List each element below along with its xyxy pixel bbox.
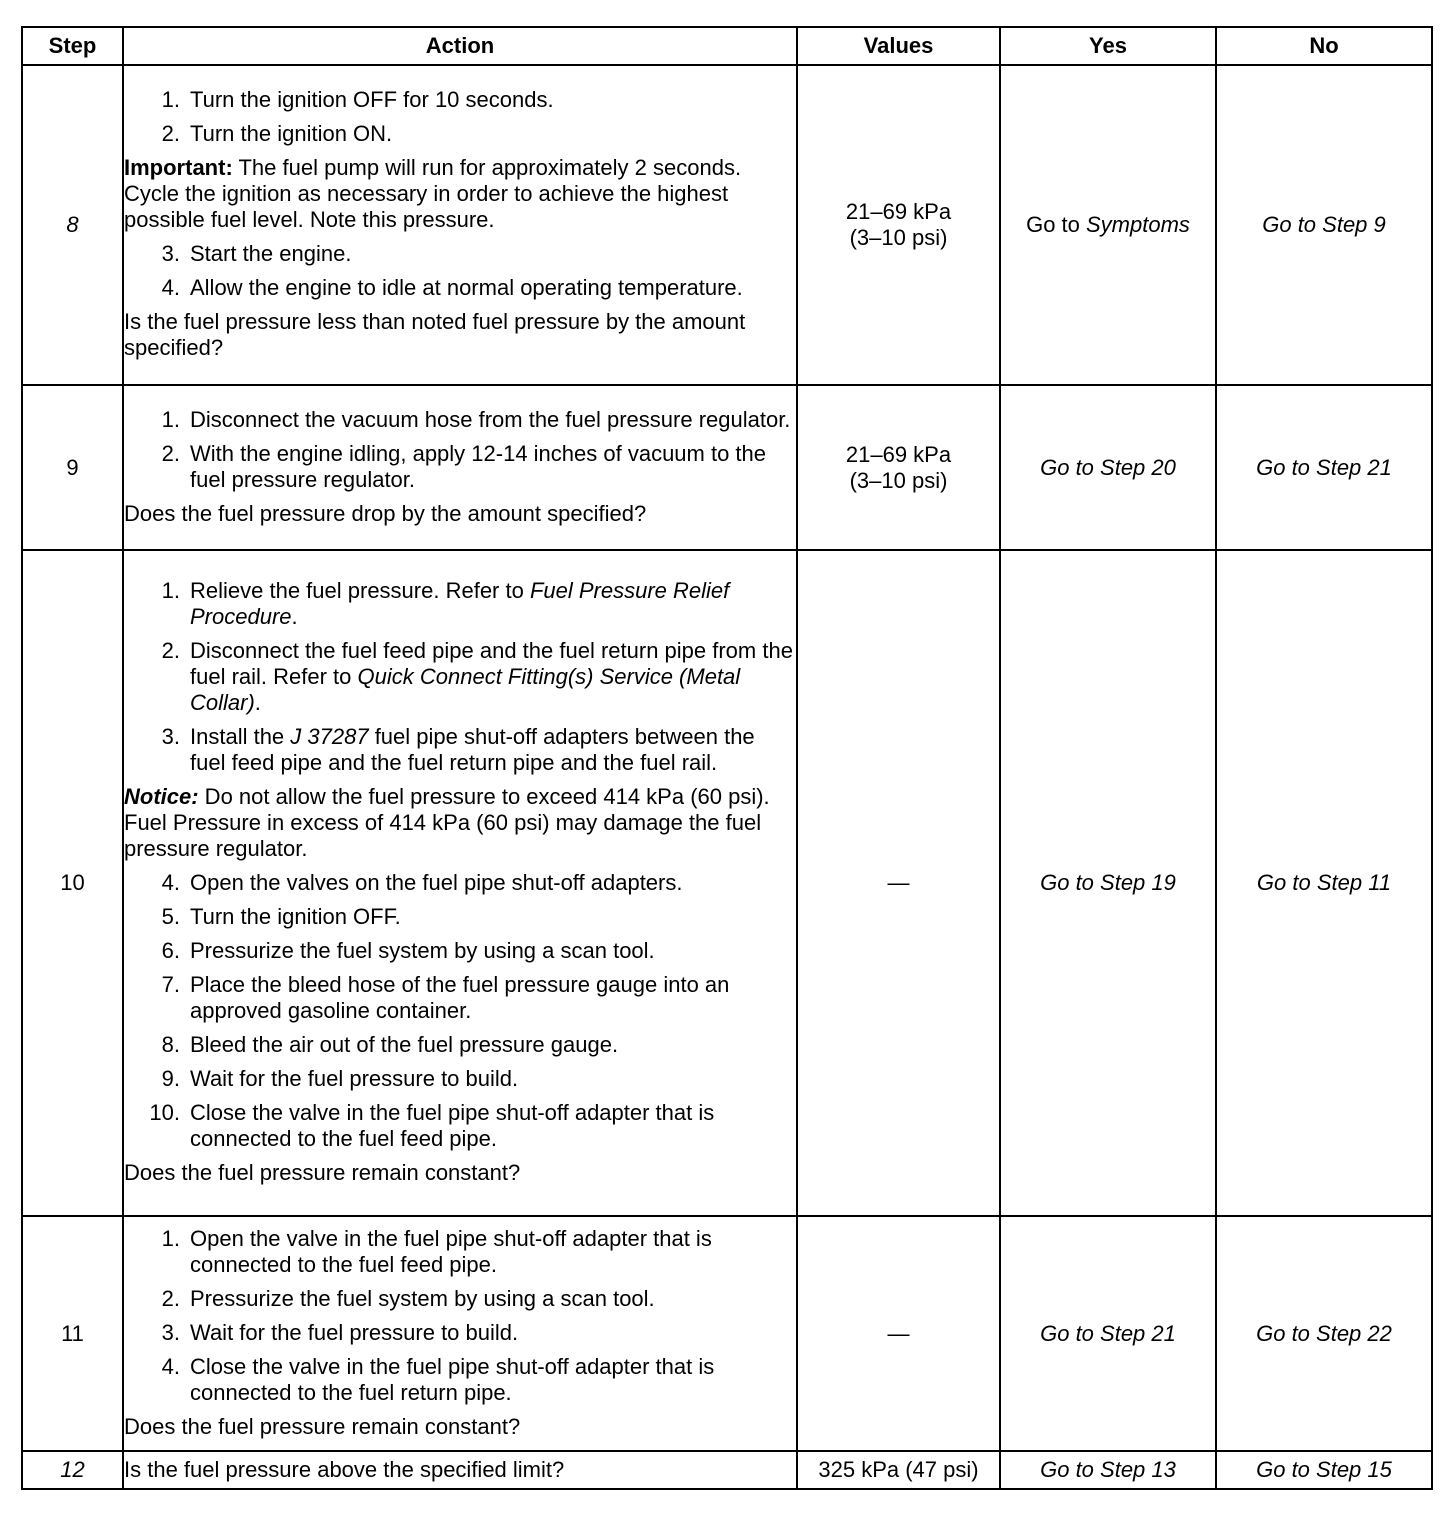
value-cell: 21–69 kPa (3–10 psi) (797, 65, 1000, 385)
question: Does the fuel pressure remain constant? (124, 1160, 521, 1185)
list-item: 3. Wait for the fuel pressure to build. (161, 1319, 519, 1345)
list-item: 5. Turn the ignition OFF. (161, 904, 401, 929)
list-item: 2. Disconnect the fuel feed pipe and the fuel return pipe from the fuel rail. Refer to Quick Connect Fitting(s) Service (Metal Collar). (161, 638, 793, 715)
no-link[interactable]: Go to Step 9 (1216, 65, 1432, 385)
action-cell (123, 550, 797, 1216)
list-item: 1. Disconnect the vacuum hose from the fuel pressure regulator. (161, 406, 791, 432)
step-number: 10 (22, 550, 123, 1216)
list-item: 1. Open the valve in the fuel pipe shut-off adapter that is connected to the fuel feed pipe. (161, 1225, 712, 1277)
list-item: 4. Open the valves on the fuel pipe shut-off adapters. (161, 870, 683, 895)
notice-note: Notice: Do not allow the fuel pressure to exceed 414 kPa (60 psi). Fuel Pressure in excess of 414 kPa (60 psi) may damage the fuel pressure regulator. (124, 784, 770, 861)
value-cell: 325 kPa (47 psi) (797, 1451, 1000, 1489)
no-link[interactable]: Go to Step 21 (1216, 385, 1432, 550)
list-item: 4. Close the valve in the fuel pipe shut-off adapter that is connected to the fuel return pipe. (161, 1353, 715, 1405)
list-item: 3. Install the J 37287 fuel pipe shut-off adapters between the fuel feed pipe and the fuel return pipe and the fuel rail. (161, 724, 755, 775)
table-row (22, 550, 1432, 1216)
step-number: 9 (22, 385, 123, 550)
list-item: 3. Start the engine. (161, 241, 352, 266)
list-item: 8. Bleed the air out of the fuel pressure gauge. (161, 1032, 619, 1057)
list-item: 1. Relieve the fuel pressure. Refer to Fuel Pressure Relief Procedure. (161, 578, 730, 629)
yes-link[interactable]: Go to Step 19 (1000, 550, 1216, 1216)
value-cell: — (797, 1216, 1000, 1451)
header-no: No (1216, 27, 1432, 65)
list-item: 2. Turn the ignition ON. (161, 121, 393, 146)
step-number: 8 (22, 65, 123, 385)
list-item: 1. Turn the ignition OFF for 10 seconds. (161, 87, 554, 112)
list-item: 7. Place the bleed hose of the fuel pressure gauge into an approved gasoline container. (161, 972, 730, 1023)
table-row (22, 385, 1432, 550)
step-number: 11 (22, 1216, 123, 1451)
important-note: Important: The fuel pump will run for approximately 2 seconds. Cycle the ignition as necessary in order to achieve the highest possible fuel level. Note this pressure. (124, 155, 742, 232)
yes-link[interactable]: Go to Step 21 (1000, 1216, 1216, 1451)
no-link[interactable]: Go to Step 22 (1216, 1216, 1432, 1451)
header-row (22, 27, 1432, 65)
table-row (22, 65, 1432, 385)
list-item: 10. Close the valve in the fuel pipe shut-off adapter that is connected to the fuel feed pipe. (149, 1100, 715, 1151)
action-cell (123, 65, 797, 385)
table-row (22, 1216, 1432, 1451)
header-step: Step (22, 27, 123, 65)
action-cell (123, 1216, 797, 1451)
header-values: Values (797, 27, 1000, 65)
value-cell: — (797, 550, 1000, 1216)
yes-link[interactable]: Go to Symptoms (1000, 65, 1216, 385)
list-item: 2. Pressurize the fuel system by using a scan tool. (161, 1285, 655, 1311)
yes-link[interactable]: Go to Step 13 (1000, 1451, 1216, 1489)
table-row (22, 1451, 1432, 1489)
question: Is the fuel pressure less than noted fuel pressure by the amount specified? (124, 309, 746, 360)
list-item: 2. With the engine idling, apply 12-14 inches of vacuum to the fuel pressure regulator. (161, 440, 767, 492)
header-yes: Yes (1000, 27, 1216, 65)
question: Is the fuel pressure above the specified limit? (123, 1451, 797, 1489)
action-cell (123, 385, 797, 550)
step-number: 12 (22, 1451, 123, 1489)
no-link[interactable]: Go to Step 11 (1216, 550, 1432, 1216)
value-cell: 21–69 kPa (3–10 psi) (797, 385, 1000, 550)
header-action: Action (123, 27, 797, 65)
question: Does the fuel pressure remain constant? (124, 1413, 521, 1439)
list-item: 9. Wait for the fuel pressure to build. (161, 1066, 519, 1091)
question: Does the fuel pressure drop by the amount specified? (124, 500, 647, 526)
list-item: 6. Pressurize the fuel system by using a scan tool. (161, 938, 655, 963)
diagnostic-table (21, 26, 1433, 1490)
yes-link[interactable]: Go to Step 20 (1000, 385, 1216, 550)
list-item: 4. Allow the engine to idle at normal operating temperature. (161, 275, 743, 300)
no-link[interactable]: Go to Step 15 (1216, 1451, 1432, 1489)
